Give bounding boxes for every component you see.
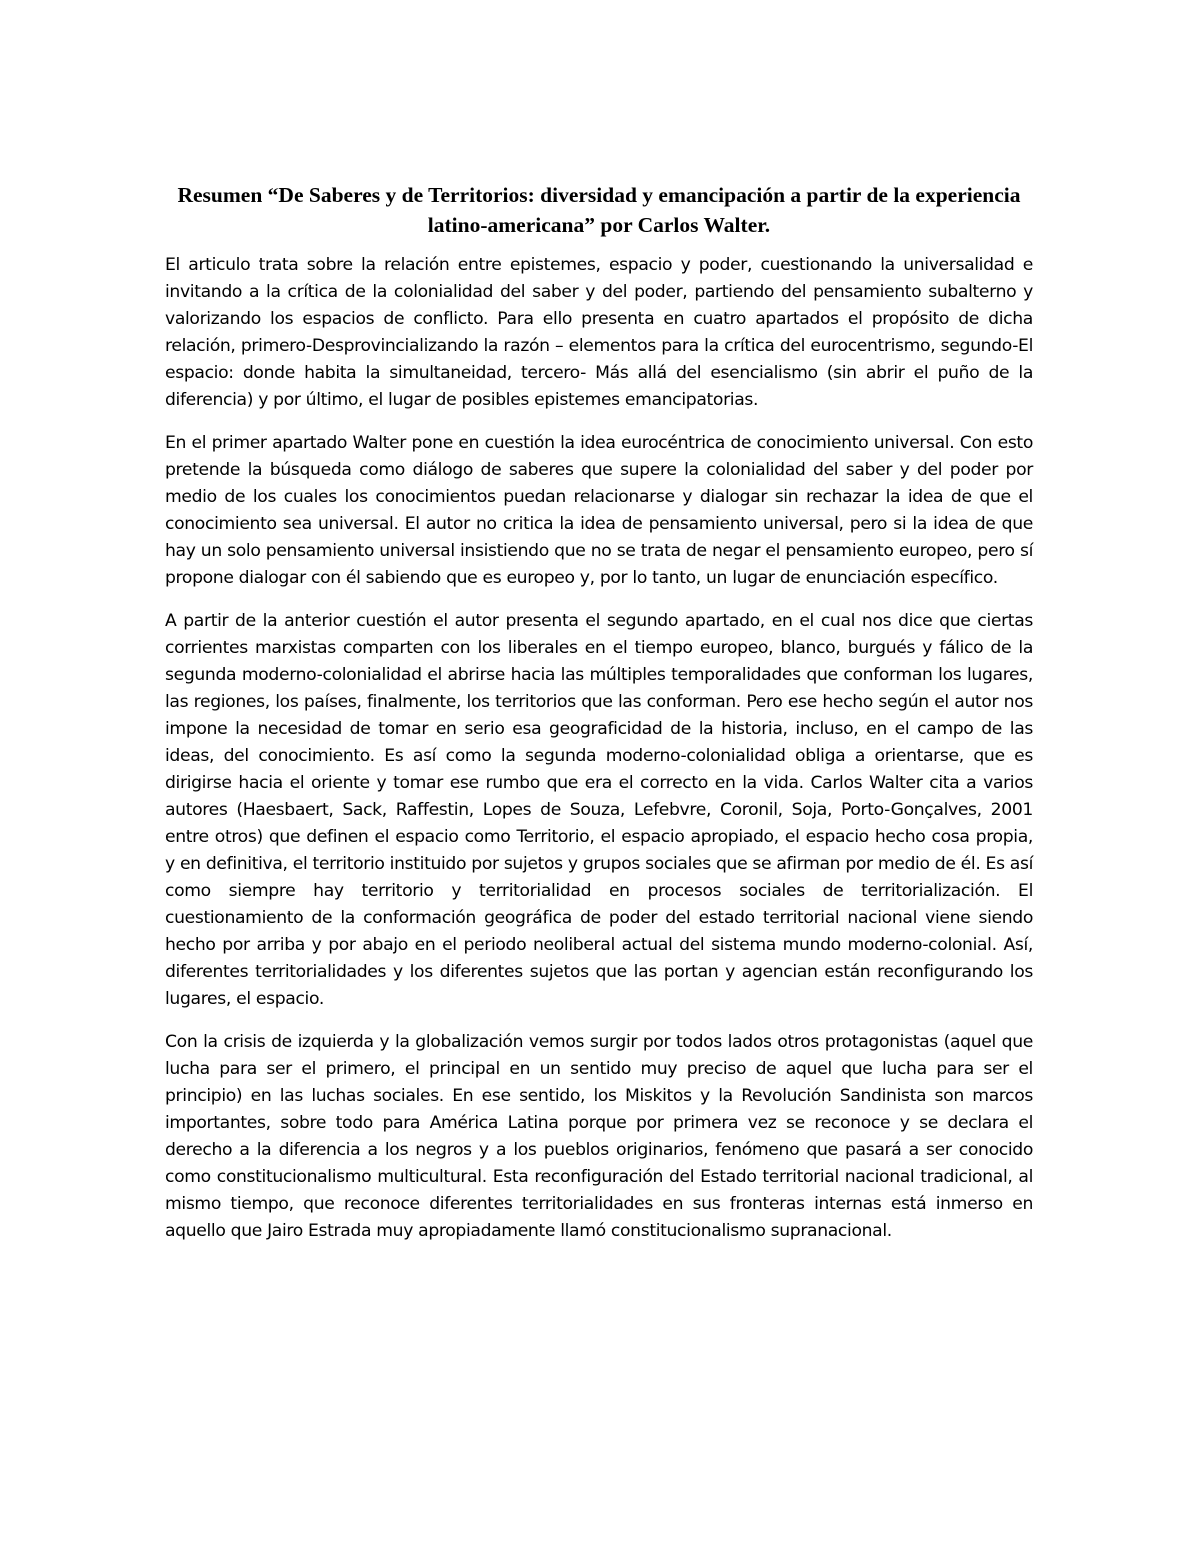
paragraph-second-section: A partir de la anterior cuestión el autor presenta el segundo apartado, en el cual nos dice que ciertas corrientes marxistas comparten con los liberales en el tiempo europeo, blanco, burgués y fálico de la segunda moderno-colonialidad el abrirse hacia las múltiples temporalidades que conforman los lugares, las regiones, los países, finalmente, los territorios que las conforman. Pero ese hecho según el autor nos impone la necesidad de tomar en serio esa geograficidad de la historia, incluso, en el campo de las ideas, del conocimiento. Es así como la segunda moderno-colonialidad obliga a orientarse, que es dirigirse hacia el oriente y tomar ese rumbo que era el correcto en la vida. Carlos Walter cita a varios autores (Haesbaert, Sack, Raffestin, Lopes de Souza, Lefebvre, Coronil, Soja, Porto-Gonçalves, 2001 entre otros) que definen el espacio como Territorio, el espacio apropiado, el espacio hecho cosa propia, y en definitiva, el territorio instituido por sujetos y grupos sociales que se afirman por medio de él. Es así como siempre hay territorio y territorialidad en procesos sociales de territorialización. El cuestionamiento de la conformación geográfica de poder del estado territorial nacional viene siendo hecho por arriba y por abajo en el periodo neoliberal actual del sistema mundo moderno-colonial. Así, diferentes territorialidades y los diferentes sujetos que las portan y agencian están reconfigurando los lugares, el espacio. (165, 611, 1033, 1009)
document-body (165, 180, 1033, 1261)
paragraph-first-section: En el primer apartado Walter pone en cuestión la idea eurocéntrica de conocimiento universal. Con esto pretende la búsqueda como diálogo de saberes que supere la colonialidad del saber y del poder por medio de los cuales los conocimientos puedan relacionarse y dialogar sin rechazar la idea de que el conocimiento sea universal. El autor no critica la idea de pensamiento universal, pero si la idea de que hay un solo pensamiento universal insistiendo que no se trata de negar el pensamiento europeo, pero sí propone dialogar con él sabiendo que es europeo y, por lo tanto, un lugar de enunciación específico. (165, 433, 1033, 588)
paragraph-intro: El articulo trata sobre la relación entre epistemes, espacio y poder, cuestionando la universalidad e invitando a la crítica de la colonialidad del saber y del poder, partiendo del pensamiento subalterno y valorizando los espacios de conflicto. Para ello presenta en cuatro apartados el propósito de dicha relación, primero-Desprovincializando la razón – elementos para la crítica del eurocentrismo, segundo-El espacio: donde habita la simultaneidad, tercero- Más allá del esencialismo (sin abrir el puño de la diferencia) y por último, el lugar de posibles epistemes emancipatorias. (165, 255, 1033, 410)
document-title: Resumen “De Saberes y de Territorios: diversidad y emancipación a partir de la experiencia latino-americana” por Carlos Walter. (177, 183, 1021, 237)
paragraph-third-section: Con la crisis de izquierda y la globalización vemos surgir por todos lados otros protagonistas (aquel que lucha para ser el primero, el principal en un sentido muy preciso de aquel que lucha para ser el principio) en las luchas sociales. En ese sentido, los Miskitos y la Revolución Sandinista son marcos importantes, sobre todo para América Latina porque por primera vez se reconoce y se declara el derecho a la diferencia a los negros y a los pueblos originarios, fenómeno que pasará a ser conocido como constitucionalismo multicultural. Esta reconfiguración del Estado territorial nacional tradicional, al mismo tiempo, que reconoce diferentes territorialidades en sus fronteras internas está inmerso en aquello que Jairo Estrada muy apropiadamente llamó constitucionalismo supranacional. (165, 1032, 1033, 1241)
